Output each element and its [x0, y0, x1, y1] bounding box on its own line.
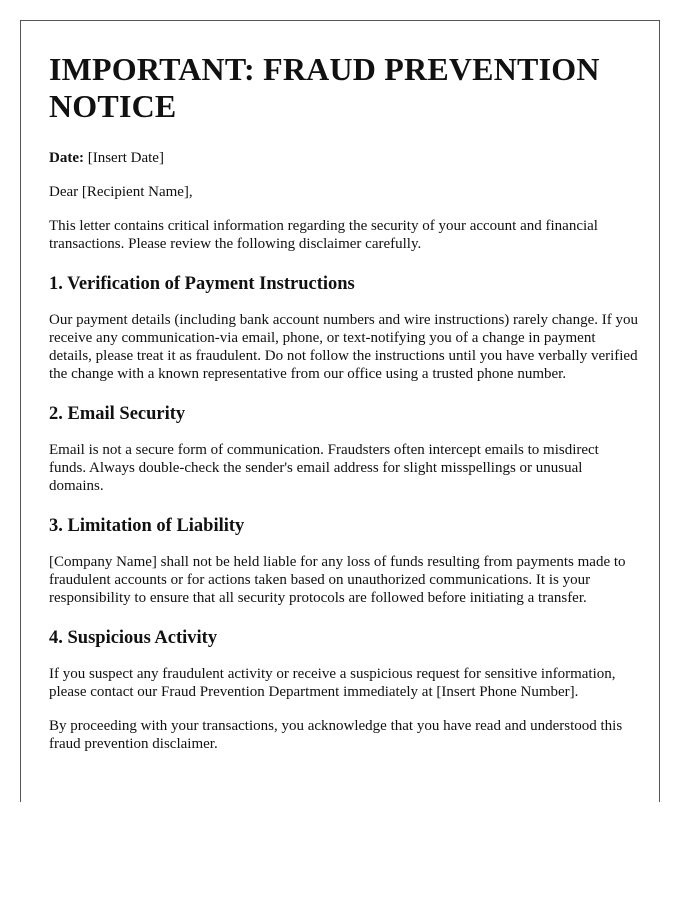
section-body-suspicious-activity: If you suspect any fraudulent activity or receive a suspicious request for sensitive information, please contact our Fraud Prevention Department immediately at [Insert Phone Number]. [49, 666, 616, 700]
section-heading-suspicious-activity: 4. Suspicious Activity [49, 628, 218, 648]
date-label: Date: [49, 150, 84, 166]
intro-paragraph: This letter contains critical information regarding the security of your account and financial transactions. Please review the following disclaimer carefully. [49, 218, 598, 252]
document-page [20, 20, 660, 802]
section-heading-verification: 1. Verification of Payment Instructions [49, 274, 355, 294]
date-value: [Insert Date] [87, 150, 164, 166]
section-heading-email-security: 2. Email Security [49, 404, 186, 424]
section-heading-liability: 3. Limitation of Liability [49, 516, 245, 536]
salutation: Dear [Recipient Name], [49, 184, 193, 200]
section-body-liability: [Company Name] shall not be held liable for any loss of funds resulting from payments made to fraudulent accounts or for actions taken based on unauthorized communications. It is your responsibility to ensure that all security protocols are followed before initiating a transfer. [49, 554, 626, 606]
date-line [49, 149, 639, 167]
section-body-email-security: Email is not a secure form of communication. Fraudsters often intercept emails to misdirect funds. Always double-check the sender's email address for slight misspellings or unusual domains. [49, 442, 599, 494]
section-body-verification: Our payment details (including bank account numbers and wire instructions) rarely change. If you receive any communication-via email, phone, or text-notifying you of a change in payment details, please treat it as fraudulent. Do not follow the instructions until you have verbally verified the change with a known representative from our office using a trusted phone number. [49, 312, 638, 382]
document-title: IMPORTANT: FRAUD PREVENTION NOTICE [49, 51, 600, 124]
closing-paragraph: By proceeding with your transactions, you acknowledge that you have read and understood this fraud prevention disclaimer. [49, 718, 623, 752]
document-content [49, 51, 639, 769]
